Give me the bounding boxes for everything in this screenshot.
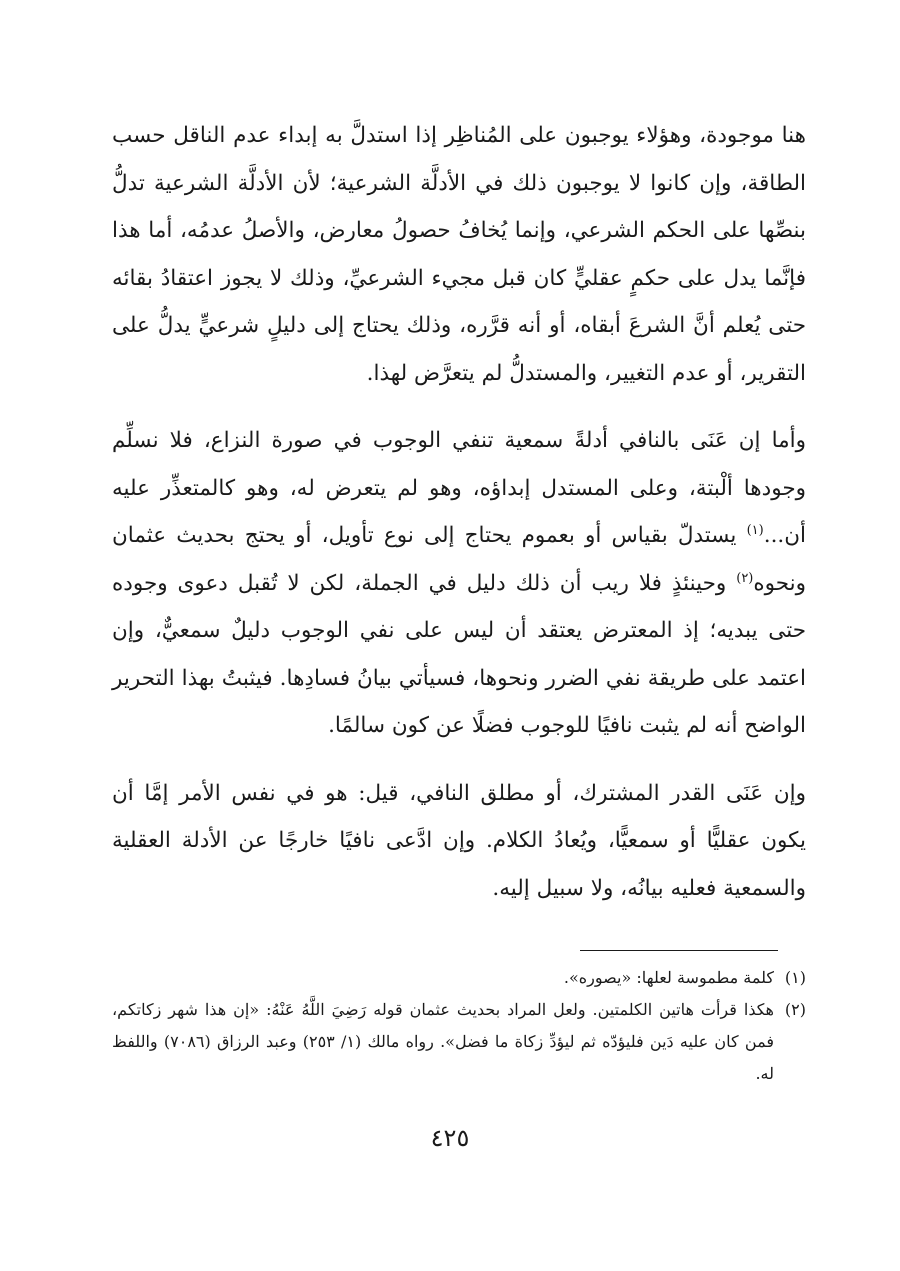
footnote-1 xyxy=(112,962,806,994)
footnote-separator xyxy=(580,950,778,951)
page-body xyxy=(112,112,806,912)
footnotes xyxy=(112,962,806,1090)
footnote-reference-1: (١) xyxy=(746,522,764,538)
paragraph-2-text-c: وحينئذٍ فلا ريب أن ذلك دليل في الجملة، لكن لا تُقبل دعوى وجوده حتى يبديه؛ إذ المعترض يعتقد أن ليس على نفي الوجوب دليلٌ سمعيٌّ، وإن اعتمد على طريقة نفي الضرر ونحوها، فسيأتي بيانُ فسادِها. فيثبتُ بهذا التحرير الواضح أنه لم يثبت نافيًا للوجوب فضلًا عن كون سالمًا. xyxy=(112,570,806,738)
paragraph-1: هنا موجودة، وهؤلاء يوجبون على المُناظِر إذا استدلَّ به إبداء عدم الناقل حسب الطاقة، وإن كانوا لا يوجبون ذلك في الأدلَّة الشرعية؛ لأن الأدلَّة الشرعية تدلُّ بنصِّها على الحكم الشرعي، وإنما يُخافُ حصولُ معارض، والأصلُ عدمُه، أما هذا فإنَّما يدل على حكمٍ عقليٍّ كان قبل مجيء الشرعيِّ، وذلك لا يجوز اعتقادُ بقائه حتى يُعلم أنَّ الشرعَ أبقاه، أو أنه قرَّره، وذلك يحتاج إلى دليلٍ شرعيٍّ يدلُّ على التقرير، أو عدم التغيير، والمستدلُّ لم يتعرَّض لهذا. xyxy=(112,123,806,386)
footnote-text: هكذا قرأت هاتين الكلمتين. ولعل المراد بحديث عثمان قوله رَضِيَ اللَّهُ عَنْهُ: «إن هذا شهر زكاتكم، فمن كان عليه دَين فليؤدّه ثم ليؤدِّ زكاة ما فضل». رواه مالك (١/ ٢٥٣) وعبد الرزاق (٧٠٨٦) واللفظ له. xyxy=(112,1000,775,1083)
footnote-2 xyxy=(112,994,806,1090)
paragraph-3: وإن عَنَى القدر المشترك، أو مطلق النافي، قيل: هو في نفس الأمر إمَّا أن يكون عقليًّا أو سمعيًّا، ويُعادُ الكلام. وإن ادَّعى نافيًا خارجًا عن الأدلة العقلية والسمعية فعليه بيانُه، ولا سبيل إليه. xyxy=(112,780,806,901)
footnote-text: كلمة مطموسة لعلها: «يصوره». xyxy=(563,968,774,987)
paragraph-2-text-b: يستدلّ بقياس أو بعموم يحتاج إلى نوع تأويل، أو يحتج بحديث عثمان ونحوه xyxy=(112,523,806,596)
paragraph-2 xyxy=(112,417,806,750)
paragraph-2-text-a: وأما إن عَنَى بالنافي أدلةً سمعية تنفي الوجوب في صورة النزاع، فلا نسلِّم وجودها ألْبتة، وعلى المستدل إبداؤه، وهو لم يتعرض له، وهو كالمتعذِّر عليه أن... xyxy=(112,428,806,548)
footnote-number: (٢) xyxy=(784,1000,806,1019)
footnote-number: (١) xyxy=(784,968,806,987)
page-number: ٤٢٥ xyxy=(430,1124,470,1152)
footnote-reference-2: (٢) xyxy=(736,570,754,586)
